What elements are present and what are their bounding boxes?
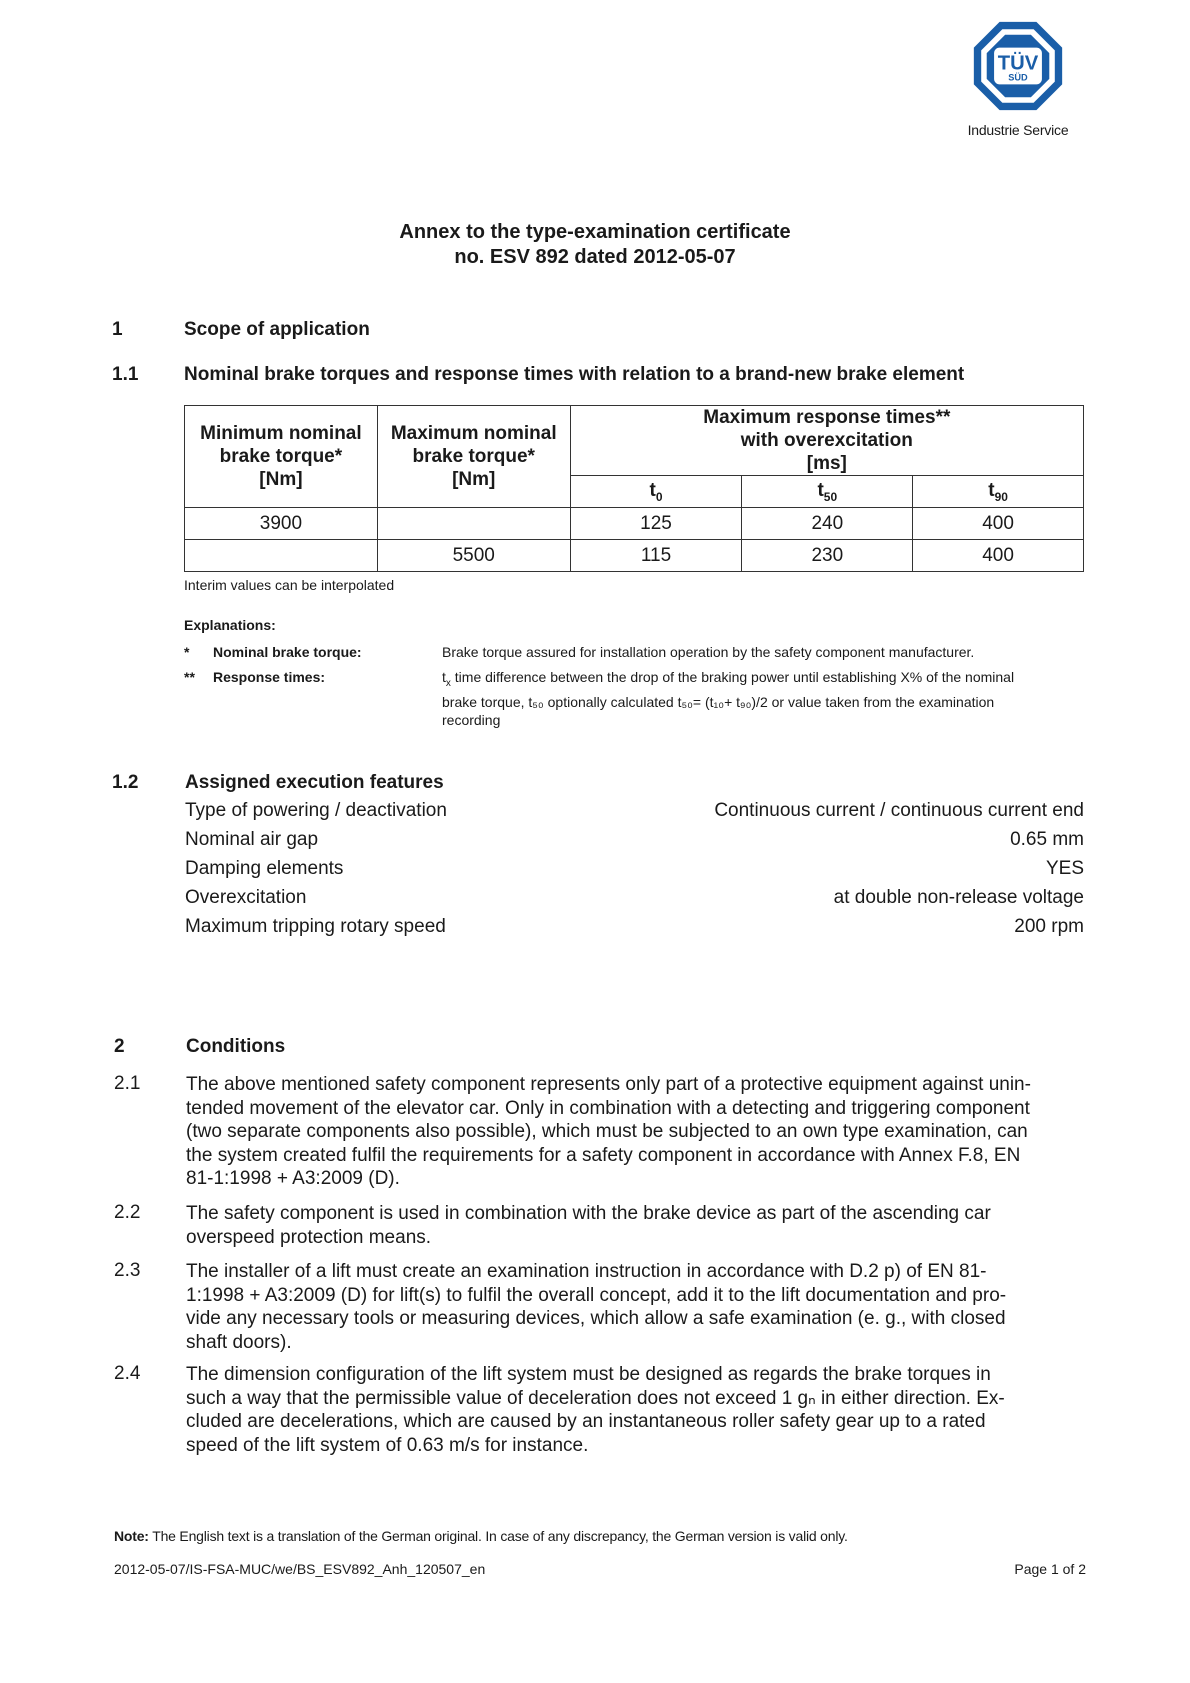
explanations-heading: Explanations:: [184, 617, 276, 633]
svg-text:SÜD: SÜD: [1008, 72, 1028, 83]
page-number: Page 1 of 2: [1014, 1561, 1086, 1577]
cell-t50: 230: [742, 540, 913, 572]
feature-label: Overexcitation: [185, 887, 307, 908]
cell-t0: 115: [570, 540, 742, 572]
cell-max: 5500: [377, 540, 570, 572]
tuv-sud-logo: [972, 20, 1064, 112]
explanation-desc-1: Brake torque assured for installation operation by the safety component manufacturer.: [442, 644, 975, 660]
condition-text: The safety component is used in combination with the brake device as part of the ascending car overspeed protection means.: [186, 1203, 991, 1248]
cell-min: [185, 540, 378, 572]
cell-max: [377, 508, 570, 540]
section-2-number: 2: [114, 1036, 125, 1057]
section-1-2-number: 1.2: [112, 772, 139, 793]
footer-reference: 2012-05-07/IS-FSA-MUC/we/BS_ESV892_Anh_120507_en: [114, 1561, 486, 1577]
header-max-torque: Maximum nominal brake torque* [Nm]: [377, 406, 570, 508]
feature-value: 0.65 mm: [1010, 829, 1084, 850]
feature-value: 200 rpm: [1014, 916, 1084, 937]
table-note: Interim values can be interpolated: [184, 577, 395, 593]
condition-number: 2.1: [114, 1073, 141, 1094]
section-2-heading: Conditions: [186, 1036, 286, 1057]
footer-note: Note: The English text is a translation of the German original. In case of any discrepancy, the German version is valid only.: [114, 1528, 848, 1544]
section-1-1-number: 1.1: [112, 364, 139, 385]
header-min-torque: Minimum nominal brake torque* [Nm]: [185, 406, 378, 508]
explanation-desc-2: $t_x$ time difference between the drop of the braking power until establishing X% of the nominal brake torque, t₅₀ optionally calculated t₅₀= (t₁₀+ t₉₀)/2 or value taken from the examination recording: [442, 669, 1015, 728]
title-line-2: no. ESV 892 dated 2012-05-07: [454, 246, 736, 268]
explanation-mark-1: *: [184, 644, 190, 660]
explanation-mark-2: **: [184, 669, 195, 685]
explanation-term-1: Nominal brake torque:: [213, 644, 362, 660]
cell-min: 3900: [185, 508, 378, 540]
table-row: [185, 508, 1084, 540]
section-1-1-heading: Nominal brake torques and response times with relation to a brand-new brake element: [184, 364, 965, 385]
condition-text: The installer of a lift must create an examination instruction in accordance with D.2 p) of EN 81- 1:1998 + A3:2009 (D) for lift(s) to fulfil the overall concept, add it to the lift documentation and pro- vide any necessary tools or measuring devices, which allow a safe examination (e. g., with closed shaft doors).: [186, 1261, 1007, 1353]
section-1-2-heading: Assigned execution features: [185, 772, 444, 793]
feature-value: Continuous current / continuous current end: [714, 800, 1084, 821]
header-response-times: Maximum response times** with overexcitation [ms]: [570, 406, 1083, 476]
header-t90: $t_{90}$: [913, 476, 1084, 508]
title-line-1: Annex to the type-examination certificate: [399, 221, 791, 243]
feature-label: Nominal air gap: [185, 829, 319, 850]
condition-number: 2.4: [114, 1363, 141, 1384]
section-1-heading: Scope of application: [184, 319, 370, 340]
feature-value: at double non-release voltage: [833, 887, 1084, 908]
feature-label: Maximum tripping rotary speed: [185, 916, 446, 937]
header-t0: $t_0$: [570, 476, 742, 508]
svg-text:TÜV: TÜV: [997, 52, 1039, 75]
feature-label: Type of powering / deactivation: [185, 800, 447, 821]
header-t50: $t_{50}$: [742, 476, 913, 508]
condition-text: The above mentioned safety component represents only part of a protective equipment against unin- tended movement of the elevator car. Only in combination with a detecting and triggering component (two separate components also possible), which must be subjected to an own type examination, can the system created fulfil the requirements for a safety component in accordance with Annex F.8, EN 81-1:1998 + A3:2009 (D).: [186, 1074, 1031, 1189]
explanation-term-2: Response times:: [213, 669, 326, 685]
condition-number: 2.3: [114, 1260, 141, 1281]
feature-label: Damping elements: [185, 858, 344, 879]
cell-t90: 400: [913, 540, 1084, 572]
condition-number: 2.2: [114, 1202, 141, 1223]
cell-t50: 240: [742, 508, 913, 540]
cell-t0: 125: [570, 508, 742, 540]
section-1-number: 1: [112, 319, 123, 340]
logo-caption: Industrie Service: [967, 122, 1069, 138]
feature-value: YES: [1045, 858, 1084, 879]
cell-t90: 400: [913, 508, 1084, 540]
table-row: [185, 540, 1084, 572]
condition-text: The dimension configuration of the lift system must be designed as regards the brake torques in such a way that the permissible value of deceleration does not exceed 1 gₙ in either direction. Ex- cluded are decelerations, which are caused by an instantaneous roller safety gear up to a rated speed of the lift system of 0.63 m/s for instance.: [186, 1364, 1005, 1456]
brake-torque-table: [184, 405, 1084, 572]
